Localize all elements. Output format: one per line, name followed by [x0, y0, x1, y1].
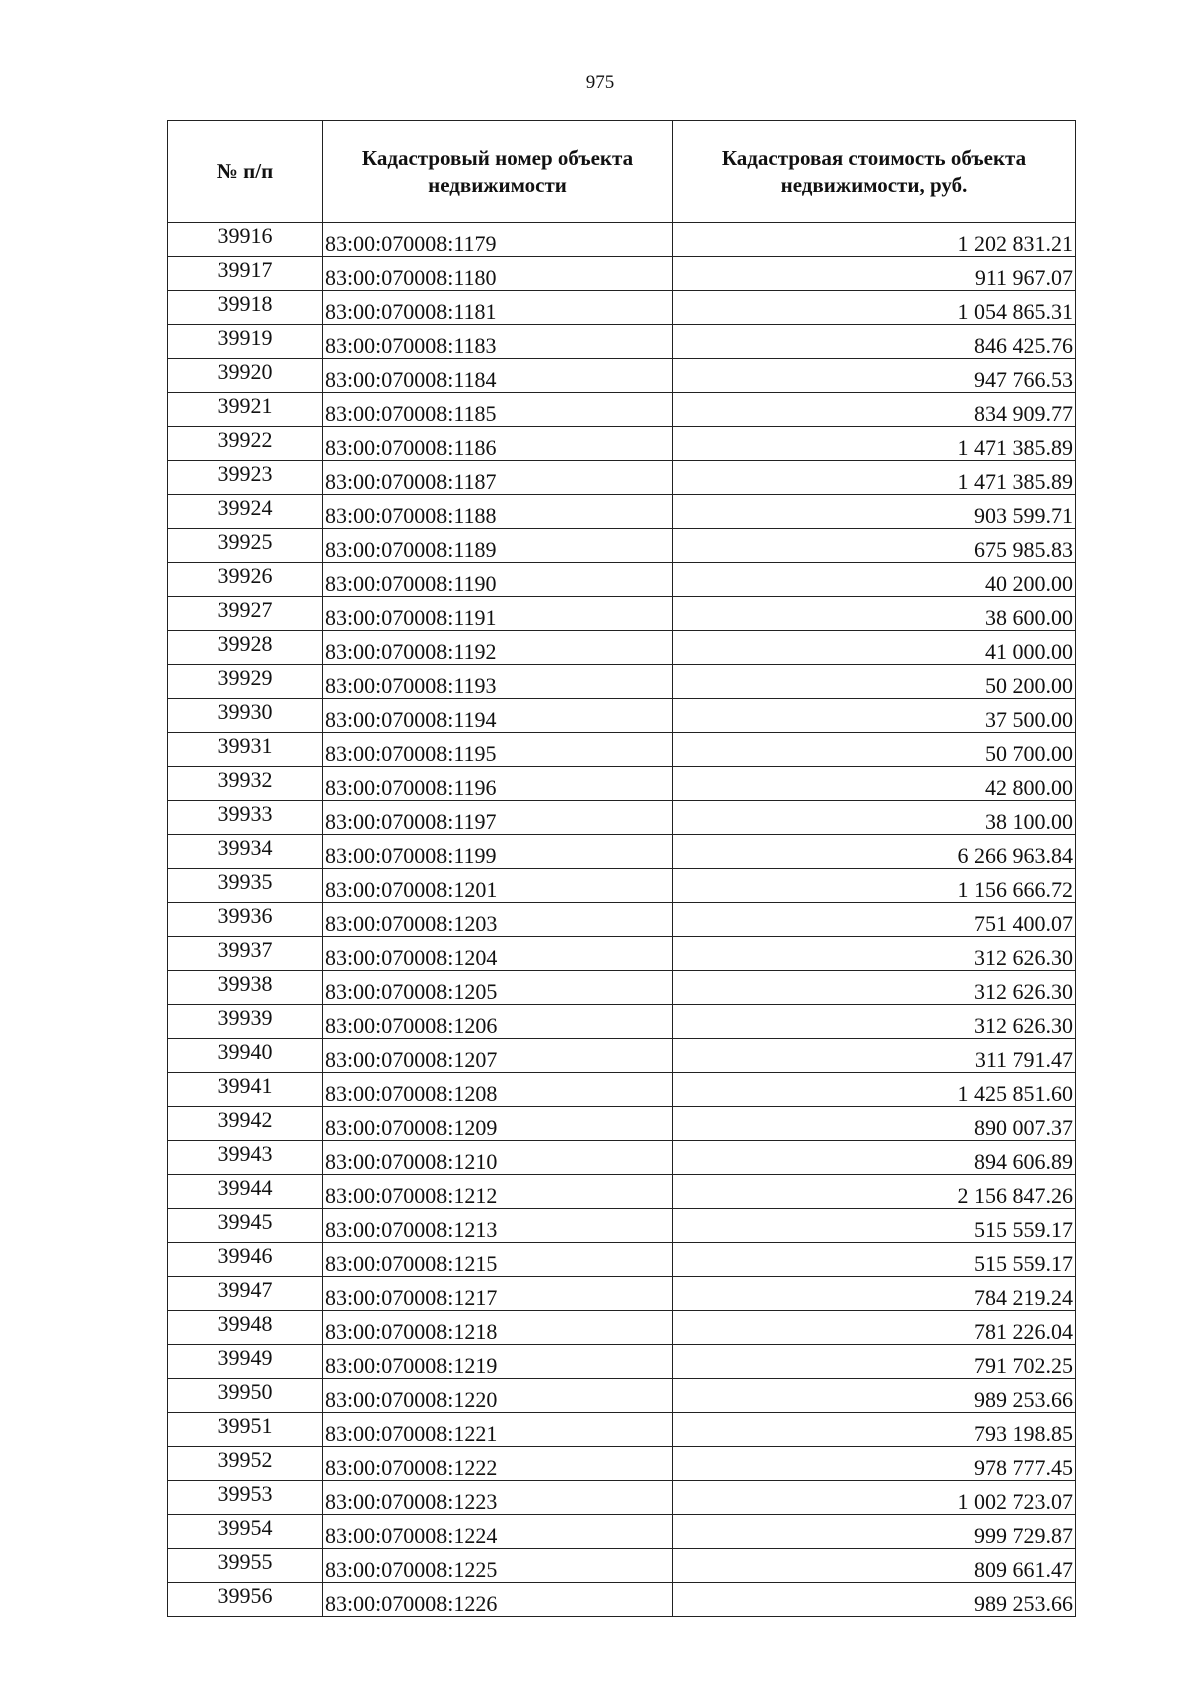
cadastral-value-cell: 781 226.04 — [673, 1311, 1076, 1345]
table-row — [168, 971, 1076, 1005]
table-row — [168, 1039, 1076, 1073]
cadastral-number-cell: 83:00:070008:1180 — [323, 257, 673, 291]
cadastral-value-cell: 1 054 865.31 — [673, 291, 1076, 325]
cadastral-number-cell: 83:00:070008:1205 — [323, 971, 673, 1005]
row-number-cell: 39955 — [168, 1549, 323, 1583]
table-row — [168, 1243, 1076, 1277]
cadastral-value-table — [167, 120, 1076, 1617]
cadastral-number-cell: 83:00:070008:1186 — [323, 427, 673, 461]
cadastral-value-cell: 312 626.30 — [673, 1005, 1076, 1039]
row-number-cell: 39931 — [168, 733, 323, 767]
table-row — [168, 1481, 1076, 1515]
table-row — [168, 257, 1076, 291]
row-number-cell: 39934 — [168, 835, 323, 869]
cadastral-value-cell: 1 202 831.21 — [673, 223, 1076, 257]
row-number-cell: 39923 — [168, 461, 323, 495]
table-row — [168, 291, 1076, 325]
cadastral-number-cell: 83:00:070008:1225 — [323, 1549, 673, 1583]
table-row — [168, 1311, 1076, 1345]
cadastral-number-cell: 83:00:070008:1191 — [323, 597, 673, 631]
cadastral-value-cell: 903 599.71 — [673, 495, 1076, 529]
table-row — [168, 1583, 1076, 1617]
page-number: 975 — [585, 72, 615, 93]
table-row — [168, 393, 1076, 427]
cadastral-value-cell: 38 600.00 — [673, 597, 1076, 631]
cadastral-value-cell: 312 626.30 — [673, 971, 1076, 1005]
cadastral-value-cell: 989 253.66 — [673, 1583, 1076, 1617]
header-row — [168, 121, 1076, 223]
cadastral-value-cell: 675 985.83 — [673, 529, 1076, 563]
row-number-cell: 39948 — [168, 1311, 323, 1345]
cadastral-number-cell: 83:00:070008:1189 — [323, 529, 673, 563]
row-number-cell: 39922 — [168, 427, 323, 461]
table-row — [168, 1107, 1076, 1141]
table-row — [168, 597, 1076, 631]
table-row — [168, 461, 1076, 495]
table-row — [168, 1515, 1076, 1549]
table-row — [168, 1073, 1076, 1107]
cadastral-value-cell: 911 967.07 — [673, 257, 1076, 291]
cadastral-value-cell: 809 661.47 — [673, 1549, 1076, 1583]
cadastral-value-cell: 784 219.24 — [673, 1277, 1076, 1311]
cadastral-value-cell: 50 700.00 — [673, 733, 1076, 767]
cadastral-number-cell: 83:00:070008:1221 — [323, 1413, 673, 1447]
cadastral-number-cell: 83:00:070008:1215 — [323, 1243, 673, 1277]
table-row — [168, 1379, 1076, 1413]
row-number-cell: 39946 — [168, 1243, 323, 1277]
cadastral-number-cell: 83:00:070008:1187 — [323, 461, 673, 495]
row-number-cell: 39952 — [168, 1447, 323, 1481]
cadastral-number-cell: 83:00:070008:1203 — [323, 903, 673, 937]
row-number-cell: 39920 — [168, 359, 323, 393]
table-row — [168, 835, 1076, 869]
cadastral-value-cell: 42 800.00 — [673, 767, 1076, 801]
row-number-cell: 39927 — [168, 597, 323, 631]
table-row — [168, 767, 1076, 801]
cadastral-value-cell: 1 156 666.72 — [673, 869, 1076, 903]
row-number-cell: 39950 — [168, 1379, 323, 1413]
row-number-cell: 39921 — [168, 393, 323, 427]
table-row — [168, 1549, 1076, 1583]
cadastral-value-cell: 2 156 847.26 — [673, 1175, 1076, 1209]
cadastral-number-cell: 83:00:070008:1222 — [323, 1447, 673, 1481]
cadastral-number-cell: 83:00:070008:1210 — [323, 1141, 673, 1175]
table-row — [168, 733, 1076, 767]
cadastral-number-cell: 83:00:070008:1213 — [323, 1209, 673, 1243]
cadastral-number-cell: 83:00:070008:1188 — [323, 495, 673, 529]
cadastral-number-cell: 83:00:070008:1219 — [323, 1345, 673, 1379]
cadastral-number-cell: 83:00:070008:1224 — [323, 1515, 673, 1549]
table-row — [168, 869, 1076, 903]
cadastral-number-cell: 83:00:070008:1220 — [323, 1379, 673, 1413]
row-number-cell: 39933 — [168, 801, 323, 835]
row-number-cell: 39944 — [168, 1175, 323, 1209]
header-row-number: № п/п — [168, 121, 323, 223]
cadastral-number-cell: 83:00:070008:1190 — [323, 563, 673, 597]
cadastral-value-cell: 999 729.87 — [673, 1515, 1076, 1549]
cadastral-value-cell: 1 425 851.60 — [673, 1073, 1076, 1107]
cadastral-value-cell: 40 200.00 — [673, 563, 1076, 597]
cadastral-value-cell: 846 425.76 — [673, 325, 1076, 359]
cadastral-value-cell: 791 702.25 — [673, 1345, 1076, 1379]
row-number-cell: 39954 — [168, 1515, 323, 1549]
cadastral-number-cell: 83:00:070008:1185 — [323, 393, 673, 427]
cadastral-number-cell: 83:00:070008:1217 — [323, 1277, 673, 1311]
cadastral-number-cell: 83:00:070008:1179 — [323, 223, 673, 257]
table-row — [168, 1005, 1076, 1039]
row-number-cell: 39947 — [168, 1277, 323, 1311]
table-row — [168, 631, 1076, 665]
table-row — [168, 801, 1076, 835]
row-number-cell: 39926 — [168, 563, 323, 597]
table-row — [168, 325, 1076, 359]
row-number-cell: 39956 — [168, 1583, 323, 1617]
cadastral-value-cell: 894 606.89 — [673, 1141, 1076, 1175]
table-row — [168, 903, 1076, 937]
cadastral-number-cell: 83:00:070008:1207 — [323, 1039, 673, 1073]
table-row — [168, 223, 1076, 257]
cadastral-value-cell: 6 266 963.84 — [673, 835, 1076, 869]
cadastral-value-cell: 890 007.37 — [673, 1107, 1076, 1141]
row-number-cell: 39943 — [168, 1141, 323, 1175]
cadastral-number-cell: 83:00:070008:1201 — [323, 869, 673, 903]
table-row — [168, 359, 1076, 393]
cadastral-value-cell: 793 198.85 — [673, 1413, 1076, 1447]
cadastral-value-cell: 947 766.53 — [673, 359, 1076, 393]
cadastral-number-cell: 83:00:070008:1181 — [323, 291, 673, 325]
table-row — [168, 1277, 1076, 1311]
table-row — [168, 495, 1076, 529]
cadastral-value-cell: 50 200.00 — [673, 665, 1076, 699]
table-row — [168, 1413, 1076, 1447]
row-number-cell: 39951 — [168, 1413, 323, 1447]
table-row — [168, 529, 1076, 563]
cadastral-number-cell: 83:00:070008:1196 — [323, 767, 673, 801]
cadastral-value-cell: 1 002 723.07 — [673, 1481, 1076, 1515]
row-number-cell: 39942 — [168, 1107, 323, 1141]
row-number-cell: 39939 — [168, 1005, 323, 1039]
cadastral-number-cell: 83:00:070008:1194 — [323, 699, 673, 733]
table-row — [168, 1345, 1076, 1379]
row-number-cell: 39953 — [168, 1481, 323, 1515]
header-cadastral-value: Кадастровая стоимость объекта недвижимости, руб. — [673, 121, 1076, 223]
row-number-cell: 39928 — [168, 631, 323, 665]
row-number-cell: 39940 — [168, 1039, 323, 1073]
row-number-cell: 39919 — [168, 325, 323, 359]
row-number-cell: 39917 — [168, 257, 323, 291]
cadastral-value-cell: 1 471 385.89 — [673, 461, 1076, 495]
table-row — [168, 427, 1076, 461]
row-number-cell: 39941 — [168, 1073, 323, 1107]
row-number-cell: 39935 — [168, 869, 323, 903]
header-cadastral-number: Кадастровый номер объекта недвижимости — [323, 121, 673, 223]
cadastral-value-cell: 41 000.00 — [673, 631, 1076, 665]
cadastral-number-cell: 83:00:070008:1195 — [323, 733, 673, 767]
row-number-cell: 39949 — [168, 1345, 323, 1379]
table-row — [168, 665, 1076, 699]
row-number-cell: 39925 — [168, 529, 323, 563]
cadastral-number-cell: 83:00:070008:1218 — [323, 1311, 673, 1345]
row-number-cell: 39932 — [168, 767, 323, 801]
cadastral-number-cell: 83:00:070008:1223 — [323, 1481, 673, 1515]
cadastral-value-cell: 978 777.45 — [673, 1447, 1076, 1481]
cadastral-value-cell: 38 100.00 — [673, 801, 1076, 835]
cadastral-number-cell: 83:00:070008:1206 — [323, 1005, 673, 1039]
row-number-cell: 39945 — [168, 1209, 323, 1243]
cadastral-value-cell: 834 909.77 — [673, 393, 1076, 427]
row-number-cell: 39924 — [168, 495, 323, 529]
cadastral-value-cell: 37 500.00 — [673, 699, 1076, 733]
cadastral-number-cell: 83:00:070008:1199 — [323, 835, 673, 869]
row-number-cell: 39937 — [168, 937, 323, 971]
table-row — [168, 563, 1076, 597]
cadastral-number-cell: 83:00:070008:1212 — [323, 1175, 673, 1209]
cadastral-value-cell: 1 471 385.89 — [673, 427, 1076, 461]
cadastral-value-cell: 989 253.66 — [673, 1379, 1076, 1413]
cadastral-value-cell: 751 400.07 — [673, 903, 1076, 937]
row-number-cell: 39936 — [168, 903, 323, 937]
table-row — [168, 1447, 1076, 1481]
table-row — [168, 1141, 1076, 1175]
table-row — [168, 1175, 1076, 1209]
table-row — [168, 1209, 1076, 1243]
row-number-cell: 39916 — [168, 223, 323, 257]
cadastral-value-cell: 515 559.17 — [673, 1243, 1076, 1277]
row-number-cell: 39930 — [168, 699, 323, 733]
cadastral-number-cell: 83:00:070008:1209 — [323, 1107, 673, 1141]
cadastral-value-cell: 515 559.17 — [673, 1209, 1076, 1243]
cadastral-value-cell: 312 626.30 — [673, 937, 1076, 971]
row-number-cell: 39918 — [168, 291, 323, 325]
cadastral-number-cell: 83:00:070008:1184 — [323, 359, 673, 393]
cadastral-number-cell: 83:00:070008:1226 — [323, 1583, 673, 1617]
cadastral-number-cell: 83:00:070008:1183 — [323, 325, 673, 359]
cadastral-number-cell: 83:00:070008:1193 — [323, 665, 673, 699]
cadastral-number-cell: 83:00:070008:1192 — [323, 631, 673, 665]
cadastral-number-cell: 83:00:070008:1204 — [323, 937, 673, 971]
table-row — [168, 937, 1076, 971]
row-number-cell: 39929 — [168, 665, 323, 699]
table-header — [168, 121, 1076, 223]
cadastral-number-cell: 83:00:070008:1208 — [323, 1073, 673, 1107]
row-number-cell: 39938 — [168, 971, 323, 1005]
table-body — [168, 223, 1076, 1617]
cadastral-value-cell: 311 791.47 — [673, 1039, 1076, 1073]
table-row — [168, 699, 1076, 733]
cadastral-number-cell: 83:00:070008:1197 — [323, 801, 673, 835]
